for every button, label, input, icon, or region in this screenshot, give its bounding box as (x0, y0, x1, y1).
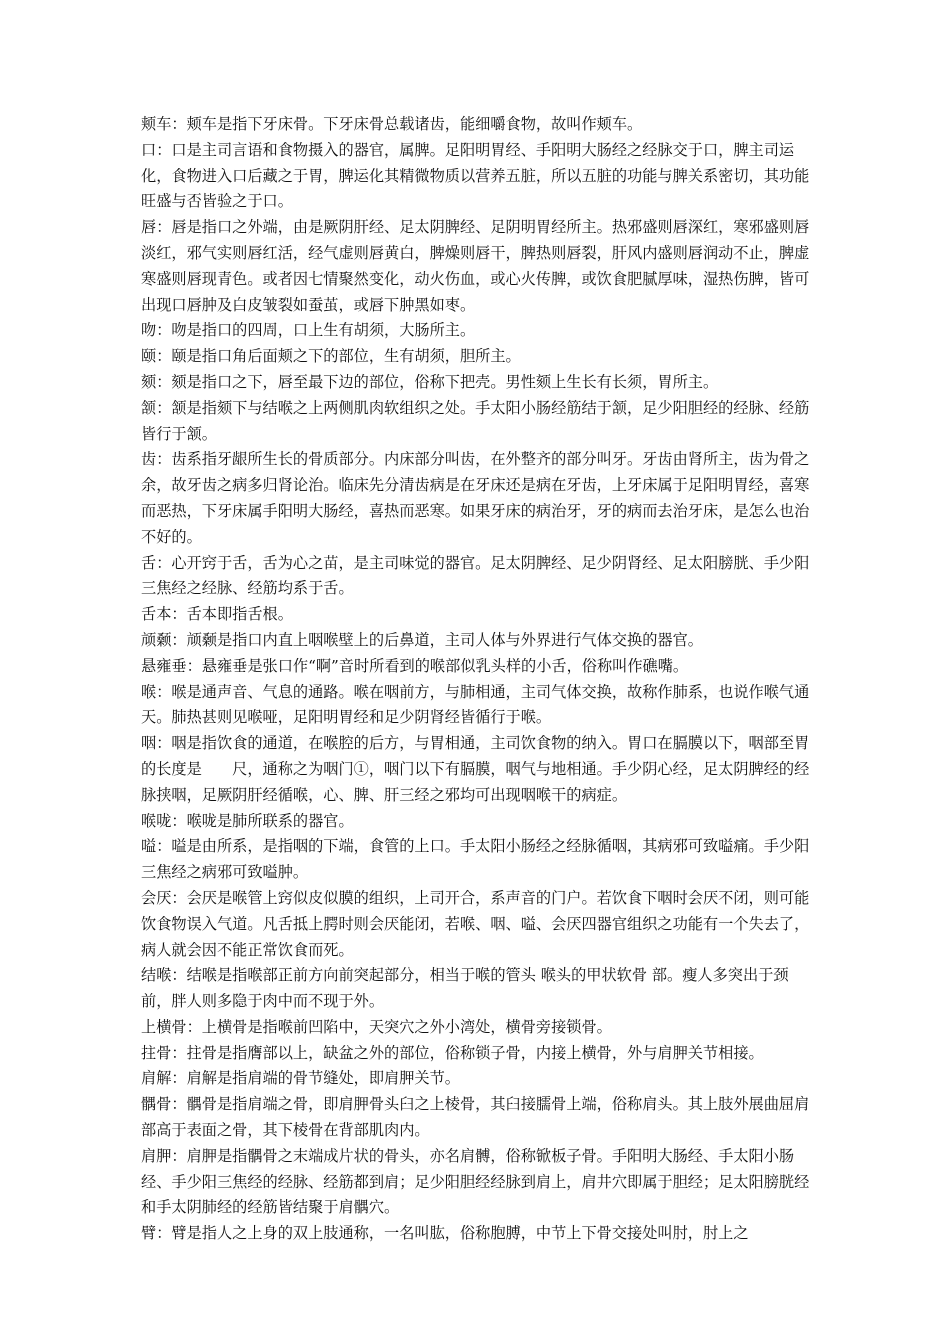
entry-hangsang: 颃颡：颃颡是指口内直上咽喉壁上的后鼻道，主司人体与外界进行气体交换的器官。 (141, 630, 703, 649)
entry-yan: 咽：咽是指饮食的通道，在喉腔的后方，与胃相通，主司饮食物的纳入。胃口在膈膜以下，咽部至胃的长度是 尺，通称之为咽门①，咽门以下有膈膜，咽气与地相通。手少阴心经，足太阴脾经的经脉挟咽，足厥阴肝经循喉，心、脾、肝三经之邪均可出现咽喉干的病症。 (141, 734, 810, 804)
entry-xuanyongchui: 悬雍垂：悬雍垂是张口作“啊”音时所看到的喉部似乳头样的小舌，俗称叫作礁嘴。 (141, 656, 689, 675)
entry-sheben: 舌本：舌本即指舌根。 (141, 605, 293, 624)
entry-chun: 唇：唇是指口之外端，由是厥阴肝经、足太阴脾经、足阴明胃经所主。热邪盛则唇深红，寒邪盛则唇淡红，邪气实则唇红活，经气虚则唇黄白，脾燥则唇干，脾热则唇裂，肝风内盛则唇润动不止，脾虚寒盛则唇现青色。或者因七情聚然变化，动火伤血，或心火传脾，或饮食肥腻厚味，湿热伤脾，皆可出现口唇肿及白皮皱裂如蚕茧，或唇下肿黑如枣。 (141, 218, 810, 314)
entry-jianjie: 肩解：肩解是指肩端的骨节缝处，即肩胛关节。 (141, 1069, 460, 1088)
entry-she: 舌：心开窍于舌，舌为心之苗，是主司味觉的器官。足太阴脾经、足少阴肾经、足太阳膀胱、手少阳三焦经之经脉、经筋均系于舌。 (141, 553, 810, 598)
entry-hou: 喉：喉是通声音、气息的通路。喉在咽前方，与肺相通，主司气体交换，故称作肺系，也说作喉气通天。肺热甚则见喉哑，足阳明胃经和足少阴肾经皆循行于喉。 (141, 682, 810, 727)
document-body (141, 112, 813, 1247)
entry-bi: 臂：臂是指人之上身的双上肢通称，一名叫肱，俗称胞膊，中节上下骨交接处叫肘，肘上之 (141, 1224, 749, 1243)
entry-wen: 吻：吻是指口的四周，口上生有胡须，大肠所主。 (141, 321, 476, 340)
entry-kou: 口：口是主司言语和食物摄入的器官，属脾。足阳明胃经、手阳明大肠经之经脉交于口，脾主司运化，食物进入口后藏之于胃，脾运化其精微物质以营养五脏，所以五脏的功能与脾关系密切，其功能旺盛与否皆验之于口。 (141, 140, 810, 211)
entry-zhugu: 拄骨：拄骨是指膺部以上，缺盆之外的部位，俗称锁子骨，内接上横骨，外与肩胛关节相接。 (141, 1043, 764, 1062)
entry-jiehou: 结喉：结喉是指喉部正前方向前突起部分，相当于喉的管头 喉头的甲状软骨 部。瘦人多突出于颈前，胖人则多隐于肉中而不现于外。 (141, 966, 789, 1011)
entry-houlong: 喉咙：喉咙是肺所联系的器官。 (141, 811, 354, 830)
entry-shanghenggu: 上横骨：上横骨是指喉前凹陷中，天突穴之外小湾处，横骨旁接锁骨。 (141, 1017, 612, 1036)
entry-chi: 齿：齿系指牙龈所生长的骨质部分。内床部分叫齿，在外整齐的部分叫牙。牙齿由肾所主，齿为骨之余，故牙齿之病多归肾论治。临床先分清齿病是在牙床还是病在牙齿，上牙床属于足阳明胃经，喜寒而恶热，下牙床属手阳明大肠经，喜热而恶寒。如果牙床的病治牙，牙的病而去治牙床，是怎么也治不好的。 (141, 450, 810, 546)
entry-jianjia: 肩胛：肩胛是指髃骨之末端成片状的骨头，亦名肩髆，俗称锨板子骨。手阳明大肠经、手太阳小肠经、手少阳三焦经的经脉、经筋都到肩；足少阳胆经经脉到肩上，肩井穴即属于胆经；足太阳膀胱经和手太阴肺经的经筋皆结聚于肩髃穴。 (141, 1146, 810, 1217)
entry-jiache: 颊车：颊车是指下牙床骨。下牙床骨总载诸齿，能细嚼食物，故叫作颊车。 (141, 115, 643, 133)
entry-huiyan: 会厌：会厌是喉管上窍似皮似膜的组织，上司开合，系声音的门户。若饮食下咽时会厌不闭，则可能饮食物误入气道。凡舌抵上腭时则会厌能闭，若喉、咽、嗌、会厌四器官组织之功能有一个失去了，病人就会因不能正常饮食而死。 (141, 888, 810, 959)
entry-yi-throat: 嗌：嗌是由所系，是指咽的下端，食管的上口。手太阳小肠经之经脉循咽，其病邪可致嗌痛。手少阳三焦经之病邪可致嗌肿。 (141, 837, 810, 882)
entry-yi: 颐：颐是指口角后面颊之下的部位，生有胡须，胆所主。 (141, 347, 521, 366)
entry-han: 颔：颔是指颏下与结喉之上两侧肌肉软组织之处。手太阳小肠经筋结于颔，足少阳胆经的经脉、经筋皆行于颔。 (141, 398, 810, 443)
entry-yugu: 髃骨：髃骨是指肩端之骨，即肩胛骨头臼之上棱骨，其臼接臑骨上端，俗称肩头。其上肢外展曲屈肩部高于表面之骨，其下棱骨在背部肌肉内。 (141, 1095, 810, 1140)
entry-ke: 颏：颏是指口之下，唇至最下边的部位，俗称下把壳。男性颏上生长有长须，胃所主。 (141, 372, 719, 391)
